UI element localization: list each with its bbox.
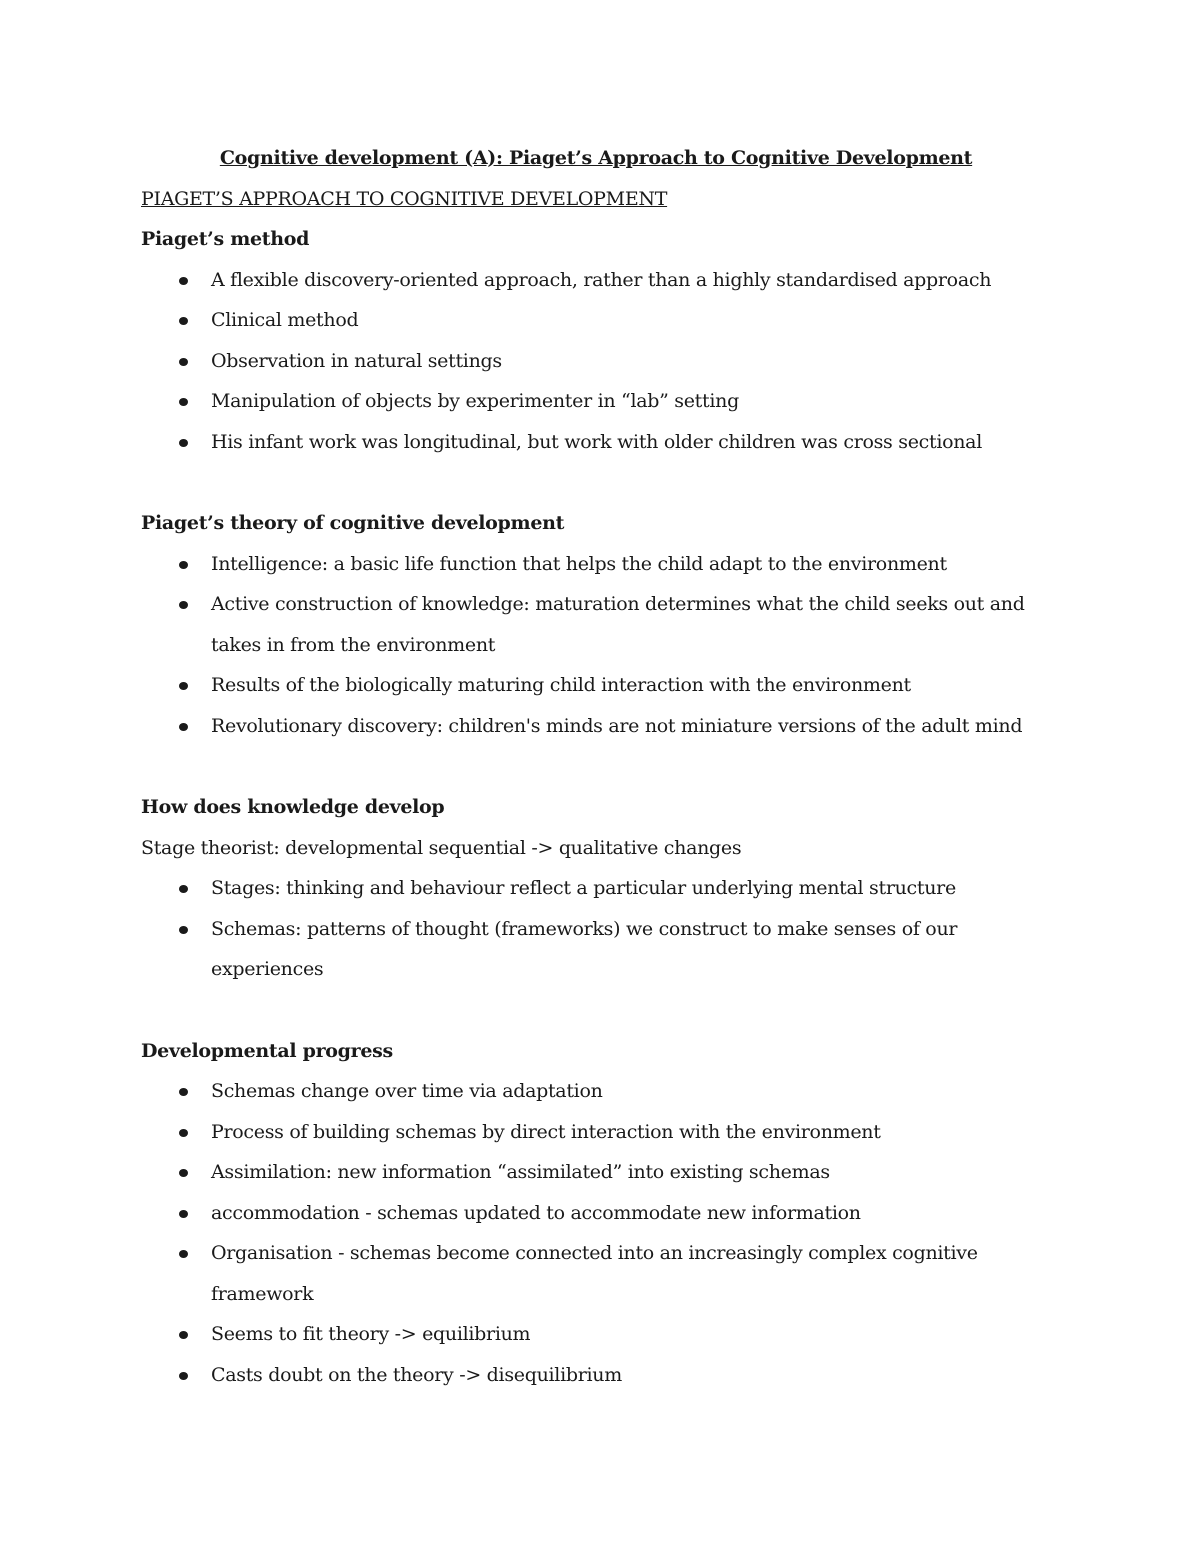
section-heading-theory: Piaget’s theory of cognitive development — [141, 512, 565, 534]
list-item — [141, 544, 1041, 585]
list-item — [141, 706, 1041, 747]
list-item — [141, 1355, 1041, 1396]
section-spacer — [141, 746, 1041, 787]
bullet-icon — [179, 1250, 188, 1258]
bullet-icon — [179, 358, 188, 366]
bullet-icon — [179, 1088, 188, 1096]
list-item-text: A flexible discovery-oriented approach, rather than a highly standardised approach — [211, 268, 992, 291]
bullet-icon — [179, 317, 188, 325]
list-item-text: Schemas change over time via adaptation — [211, 1080, 603, 1102]
bullet-icon — [179, 1331, 188, 1339]
document-subtitle: PIAGET’S APPROACH TO COGNITIVE DEVELOPMENT — [141, 187, 668, 210]
list-item — [141, 260, 1041, 301]
bullet-icon — [179, 1129, 188, 1137]
section-spacer — [141, 462, 1041, 503]
progress-list — [141, 1071, 1041, 1395]
list-item-text: Results of the biologically maturing child interaction with the environment — [211, 674, 911, 696]
list-item — [141, 1152, 1041, 1193]
knowledge-list — [141, 868, 1041, 990]
list-item — [141, 341, 1041, 382]
list-item — [141, 909, 1041, 990]
list-item-text: accommodation - schemas updated to accommodate new information — [211, 1201, 861, 1224]
method-list — [141, 260, 1041, 463]
bullet-icon — [179, 885, 188, 893]
bullet-icon — [179, 926, 188, 934]
list-item — [141, 1193, 1041, 1234]
bullet-icon — [179, 723, 188, 731]
section-heading-method: Piaget’s method — [141, 228, 310, 250]
bullet-icon — [179, 398, 188, 406]
list-item-text: Active construction of knowledge: maturation determines what the child seeks out and takes in from the environment — [211, 593, 1025, 656]
list-item-text: Stages: thinking and behaviour reflect a particular underlying mental structure — [211, 877, 956, 899]
section-heading-knowledge: How does knowledge develop — [141, 796, 445, 818]
list-item-text: Manipulation of objects by experimenter in “lab” setting — [211, 390, 739, 412]
section-heading-progress: Developmental progress — [141, 1039, 393, 1062]
list-item-text: Organisation - schemas become connected into an increasingly complex cognitive framework — [211, 1242, 978, 1305]
theory-list — [141, 544, 1041, 747]
list-item — [141, 381, 1041, 422]
list-item — [141, 300, 1041, 341]
list-item — [141, 665, 1041, 706]
bullet-icon — [179, 561, 188, 569]
bullet-icon — [179, 682, 188, 690]
bullet-icon — [179, 601, 188, 609]
bullet-icon — [179, 1210, 188, 1218]
bullet-icon — [179, 439, 188, 447]
list-item-text: His infant work was longitudinal, but work with older children was cross sectional — [211, 430, 982, 453]
section-intro: Stage theorist: developmental sequential -> qualitative changes — [141, 836, 742, 859]
list-item — [141, 422, 1041, 463]
list-item-text: Process of building schemas by direct interaction with the environment — [211, 1120, 881, 1143]
document-body — [141, 138, 1041, 1395]
list-item-text: Assimilation: new information “assimilated” into existing schemas — [211, 1161, 830, 1183]
list-item — [141, 1112, 1041, 1153]
list-item-text: Intelligence: a basic life function that helps the child adapt to the environment — [211, 552, 947, 575]
bullet-icon — [179, 1372, 188, 1380]
document-title: Cognitive development (A): Piaget’s Approach to Cognitive Development — [219, 147, 973, 169]
list-item-text: Casts doubt on the theory -> disequilibrium — [211, 1363, 622, 1386]
bullet-icon — [179, 1169, 188, 1177]
list-item — [141, 1233, 1041, 1314]
bullet-icon — [179, 277, 188, 285]
list-item-text: Observation in natural settings — [211, 349, 502, 372]
list-item-text: Schemas: patterns of thought (frameworks) we construct to make senses of our experiences — [211, 917, 958, 980]
list-item-text: Revolutionary discovery: children's minds are not miniature versions of the adult mind — [211, 714, 1023, 737]
list-item-text: Seems to fit theory -> equilibrium — [211, 1323, 531, 1345]
list-item — [141, 1314, 1041, 1355]
list-item — [141, 868, 1041, 909]
section-spacer — [141, 990, 1041, 1031]
list-item — [141, 584, 1041, 665]
list-item — [141, 1071, 1041, 1112]
list-item-text: Clinical method — [211, 309, 359, 331]
